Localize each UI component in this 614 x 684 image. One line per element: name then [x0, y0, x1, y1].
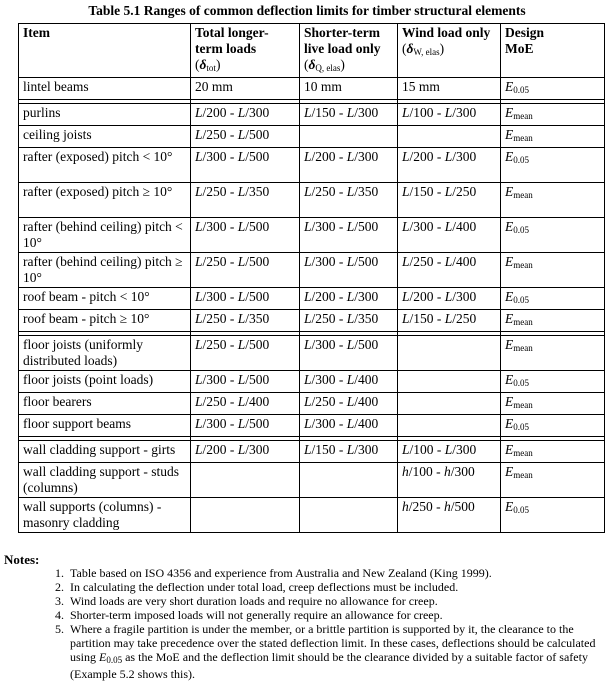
cell-wind: L/200 - L/300 [398, 288, 501, 310]
notes-title: Notes: [4, 552, 40, 567]
cell-short: L/250 - L/350 [300, 183, 398, 218]
table-row [19, 310, 605, 332]
header-total: Total longer- term loads $(\delta_{tot})$ [191, 24, 300, 78]
cell-item: floor bearers [19, 393, 191, 415]
cell-item: floor joists (point loads) [19, 371, 191, 393]
cell-item: wall supports (columns) - masonry cladding [19, 498, 191, 533]
cell-item: rafter (exposed) pitch ≥ 10° [19, 183, 191, 218]
table-row [19, 498, 605, 533]
cell-moe: $E_{0.05}$ [501, 148, 605, 183]
notes-list [55, 566, 605, 681]
table-row [19, 253, 605, 288]
cell-item: lintel beams [19, 78, 191, 100]
cell-item: rafter (behind ceiling) pitch ≥ 10° [19, 253, 191, 288]
table-row [19, 148, 605, 183]
cell-short: 10 mm [300, 78, 398, 100]
cell-total: L/250 - L/500 [191, 126, 300, 148]
cell-moe: $E_{mean}$ [501, 253, 605, 288]
note-item: 1. Table based on ISO 4356 and experience from Australia and New Zealand (King 1999). [55, 566, 492, 580]
table-row [19, 441, 605, 463]
cell-wind [398, 371, 501, 393]
table-row [19, 463, 605, 498]
cell-wind: L/200 - L/300 [398, 148, 501, 183]
cell-item: floor joists (uniformly distributed loads) [19, 336, 191, 371]
cell-short: L/150 - L/300 [300, 441, 398, 463]
cell-wind: h/250 - h/500 [398, 498, 501, 533]
cell-total: L/300 - L/500 [191, 371, 300, 393]
cell-short [300, 126, 398, 148]
table-row [19, 104, 605, 126]
cell-moe: $E_{mean}$ [501, 183, 605, 218]
cell-item: roof beam - pitch ≥ 10° [19, 310, 191, 332]
cell-total: L/250 - L/400 [191, 393, 300, 415]
table-row [19, 371, 605, 393]
cell-moe: $E_{0.05}$ [501, 415, 605, 437]
cell-total: L/300 - L/500 [191, 288, 300, 310]
cell-short: L/300 - L/400 [300, 371, 398, 393]
cell-moe: $E_{mean}$ [501, 104, 605, 126]
cell-item: rafter (behind ceiling) pitch < 10° [19, 218, 191, 253]
cell-short: L/200 - L/300 [300, 148, 398, 183]
cell-total: L/200 - L/300 [191, 441, 300, 463]
cell-short: L/250 - L/400 [300, 393, 398, 415]
table-row [19, 288, 605, 310]
cell-item: floor support beams [19, 415, 191, 437]
cell-moe: $E_{mean}$ [501, 336, 605, 371]
table-row [19, 126, 605, 148]
cell-moe: $E_{0.05}$ [501, 288, 605, 310]
cell-item: ceiling joists [19, 126, 191, 148]
cell-wind [398, 393, 501, 415]
table-row [19, 415, 605, 437]
cell-moe: $E_{mean}$ [501, 393, 605, 415]
cell-total: L/300 - L/500 [191, 218, 300, 253]
table-row [19, 78, 605, 100]
cell-total: L/250 - L/350 [191, 183, 300, 218]
cell-moe: $E_{mean}$ [501, 310, 605, 332]
header-short: Shorter-term live load only $(\delta_{Q, elas})$ [300, 24, 398, 78]
cell-short [300, 498, 398, 533]
cell-short: L/250 - L/350 [300, 310, 398, 332]
table-body [19, 78, 605, 533]
cell-short: L/150 - L/300 [300, 104, 398, 126]
header-row [19, 24, 605, 78]
cell-item: wall cladding support - girts [19, 441, 191, 463]
table-row [19, 336, 605, 371]
cell-short [300, 463, 398, 498]
cell-total: L/300 - L/500 [191, 148, 300, 183]
cell-wind: h/100 - h/300 [398, 463, 501, 498]
header-moe: Design MoE [501, 24, 605, 78]
cell-wind: L/250 - L/400 [398, 253, 501, 288]
cell-total [191, 463, 300, 498]
cell-short: L/300 - L/500 [300, 336, 398, 371]
cell-wind: 15 mm [398, 78, 501, 100]
cell-total: L/250 - L/500 [191, 336, 300, 371]
cell-total: L/200 - L/300 [191, 104, 300, 126]
cell-short: L/300 - L/500 [300, 218, 398, 253]
cell-item: purlins [19, 104, 191, 126]
note-item: 2. In calculating the deflection under total load, creep deflections must be included. [55, 580, 459, 594]
cell-total: L/250 - L/350 [191, 310, 300, 332]
cell-wind [398, 336, 501, 371]
cell-moe: $E_{mean}$ [501, 463, 605, 498]
cell-moe: $E_{0.05}$ [501, 78, 605, 100]
cell-short: L/200 - L/300 [300, 288, 398, 310]
cell-wind [398, 415, 501, 437]
cell-short: L/300 - L/400 [300, 415, 398, 437]
cell-total: L/300 - L/500 [191, 415, 300, 437]
note-item: 3. Wind loads are very short duration loads and require no allowance for creep. [55, 594, 438, 608]
header-item: Item [19, 24, 191, 78]
cell-item: rafter (exposed) pitch < 10° [19, 148, 191, 183]
cell-moe: $E_{0.05}$ [501, 498, 605, 533]
cell-wind: L/150 - L/250 [398, 183, 501, 218]
note-item: 5. Where a fragile partition is under the member, or a brittle partition is supported by it, the clearance to the partition may take precedence over the stated deflection limit. In these cases, deflections should be calculated using $E_{0.05}$ as the MoE and the deflection limit should be the clearance divided by a suitable factor of safety (Example 5.2 shows this). [55, 622, 596, 681]
cell-item: roof beam - pitch < 10° [19, 288, 191, 310]
deflection-limits-table [18, 23, 605, 533]
cell-wind: L/100 - L/300 [398, 441, 501, 463]
cell-total: 20 mm [191, 78, 300, 100]
table-row [19, 218, 605, 253]
cell-wind [398, 126, 501, 148]
cell-item: wall cladding support - studs (columns) [19, 463, 191, 498]
cell-wind: L/300 - L/400 [398, 218, 501, 253]
cell-total [191, 498, 300, 533]
cell-wind: L/100 - L/300 [398, 104, 501, 126]
header-wind: Wind load only $(\delta_{W, elas})$ [398, 24, 501, 78]
cell-short: L/300 - L/500 [300, 253, 398, 288]
cell-moe: $E_{mean}$ [501, 441, 605, 463]
cell-total: L/250 - L/500 [191, 253, 300, 288]
table-row [19, 393, 605, 415]
cell-moe: $E_{0.05}$ [501, 218, 605, 253]
cell-wind: L/150 - L/250 [398, 310, 501, 332]
table-row [19, 183, 605, 218]
cell-moe: $E_{0.05}$ [501, 371, 605, 393]
cell-moe: $E_{mean}$ [501, 126, 605, 148]
note-item: 4. Shorter-term imposed loads will not generally require an allowance for creep. [55, 608, 443, 622]
table-caption: Table 5.1 Ranges of common deflection limits for timber structural elements [88, 3, 526, 18]
